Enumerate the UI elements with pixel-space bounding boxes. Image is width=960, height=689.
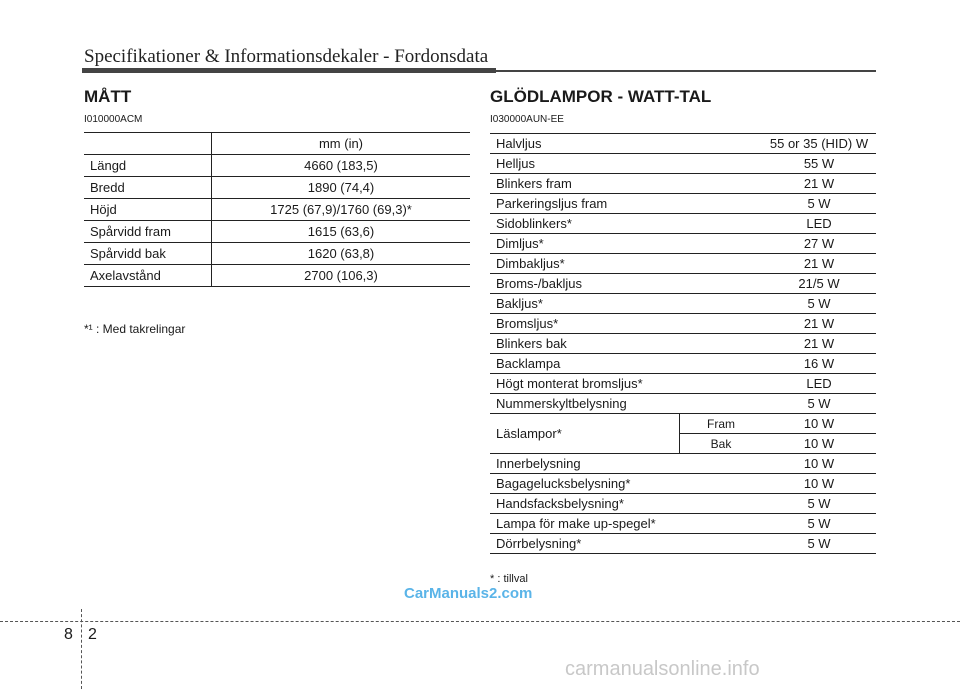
header-title: Specifikationer & Informationsdekaler - Fordonsdata [84,46,489,67]
bulb-label: Bromsljus* [490,314,762,334]
table-row [84,221,470,243]
bulb-value: 55 W [762,154,876,174]
table-row [490,214,876,234]
table-row [490,354,876,374]
table-row [490,394,876,414]
section-number: 8 [64,626,73,643]
bulb-label: Innerbelysning [490,454,762,474]
table-row [490,174,876,194]
bulb-value: 5 W [762,514,876,534]
bulb-label: Lampa för make up-spegel* [490,514,762,534]
bulb-value: 21 W [762,174,876,194]
header-bar [82,68,496,73]
dimension-label: Axelavstånd [84,265,212,287]
table-row [490,534,876,554]
table-row [84,155,470,177]
bulb-value: 10 W [762,474,876,494]
bulb-label: Dimbakljus* [490,254,762,274]
reading-rear-label: Bak [680,434,763,454]
table-row [490,314,876,334]
table-row [84,243,470,265]
dimension-label: Längd [84,155,212,177]
reading-front-label: Fram [680,414,763,434]
table-row [490,454,876,474]
bulb-value: 55 or 35 (HID) W [762,134,876,154]
dimension-label: Höjd [84,199,212,221]
table-row [84,265,470,287]
page-number-divider [81,609,82,689]
bulb-value: 21 W [762,254,876,274]
bulb-label: Bakljus* [490,294,762,314]
table-row [84,177,470,199]
bulb-label: Bagagelucksbelysning* [490,474,762,494]
dimensions-unit-header: mm (in) [212,133,471,155]
reading-lamp-label: Läslampor* [490,414,680,454]
footer-divider [0,621,960,622]
bulbs-heading: GLÖDLAMPOR - WATT-TAL [490,87,712,106]
bulb-value: 5 W [762,534,876,554]
bulb-label: Parkeringsljus fram [490,194,762,214]
dimension-value: 1620 (63,8) [212,243,471,265]
table-row [490,274,876,294]
bulb-label: Handsfacksbelysning* [490,494,762,514]
table-row [490,374,876,394]
dimensions-code: I010000ACM [84,114,143,125]
table-row [490,154,876,174]
bulb-label: Blinkers bak [490,334,762,354]
bulb-value: 5 W [762,194,876,214]
bulbs-footnote: * : tillval [490,573,528,585]
table-row [490,234,876,254]
header-rule [496,70,876,72]
bulb-value: 5 W [762,394,876,414]
dimension-value: 2700 (106,3) [212,265,471,287]
bulb-value: LED [762,374,876,394]
dimension-value: 1725 (67,9)/1760 (69,3)* [212,199,471,221]
bulb-value: 5 W [762,294,876,314]
bulb-value: 21/5 W [762,274,876,294]
dimension-value: 1890 (74,4) [212,177,471,199]
table-row [490,254,876,274]
bulb-label: Högt monterat bromsljus* [490,374,762,394]
bulb-label: Dimljus* [490,234,762,254]
reading-front-value: 10 W [762,414,876,434]
dimension-value: 1615 (63,6) [212,221,471,243]
dimensions-corner [84,133,212,155]
table-row [84,199,470,221]
bulbs-code: I030000AUN-EE [490,114,564,125]
dimension-label: Bredd [84,177,212,199]
table-row [490,514,876,534]
dimension-value: 4660 (183,5) [212,155,471,177]
dimensions-footnote: *¹ : Med takrelingar [84,322,186,336]
bulb-label: Halvljus [490,134,762,154]
bulb-label: Dörrbelysning* [490,534,762,554]
dimension-label: Spårvidd bak [84,243,212,265]
watermark-link[interactable]: CarManuals2.com [404,585,533,602]
table-row [490,414,876,434]
dimensions-table [84,132,470,287]
table-row [490,474,876,494]
footer-watermark: carmanualsonline.info [565,658,760,680]
bulbs-table [490,133,876,554]
table-row [490,294,876,314]
bulb-label: Sidoblinkers* [490,214,762,234]
dimensions-heading: MÅTT [84,87,132,106]
bulb-label: Helljus [490,154,762,174]
table-row [490,494,876,514]
bulb-value: 16 W [762,354,876,374]
bulb-value: 10 W [762,454,876,474]
reading-rear-value: 10 W [762,434,876,454]
dimension-label: Spårvidd fram [84,221,212,243]
bulb-value: 21 W [762,314,876,334]
bulb-label: Broms-/bakljus [490,274,762,294]
bulb-value: LED [762,214,876,234]
bulb-label: Nummerskyltbelysning [490,394,762,414]
bulb-value: 27 W [762,234,876,254]
table-row [490,334,876,354]
bulb-value: 5 W [762,494,876,514]
bulb-label: Blinkers fram [490,174,762,194]
page-number: 2 [88,626,97,643]
bulb-label: Backlampa [490,354,762,374]
table-row [84,133,470,155]
table-row [490,194,876,214]
bulb-value: 21 W [762,334,876,354]
table-row [490,134,876,154]
